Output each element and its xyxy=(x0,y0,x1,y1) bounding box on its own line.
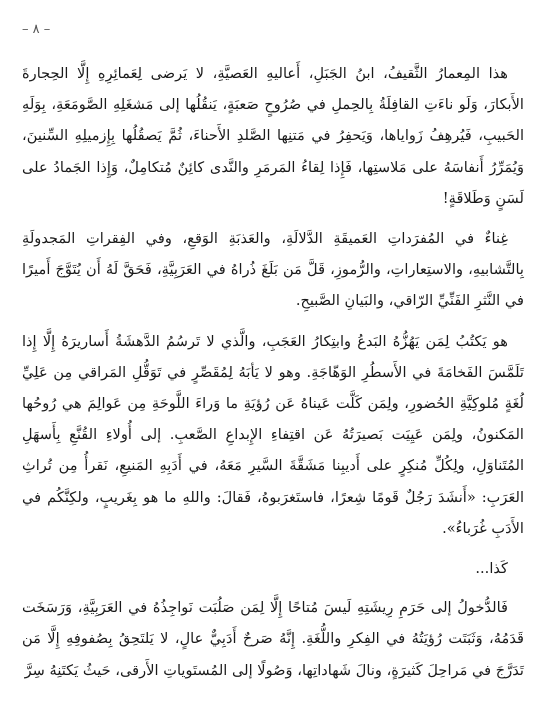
paragraph-4: كَذا... xyxy=(475,560,508,578)
page-number: – ٨ – xyxy=(22,22,51,37)
paragraph-1: هذا المِعمارُ الثَّقيفُ، ابنُ الجَبَلِ، أَعاليهِ العَصيَّةِ، لا يَرضى لِعَمائِرِهِ إِلَّا الحِجارةَ الأَبكارَ، وَلَو ناءَتِ القافِلَةُ بِالحِملِ في صُرُوحٍ صَعبَةٍ، يَنقُلُها إلى مَشغَلِهِ الصَّومَعَةِ، بِوَلَهِ الحَبيبِ، فَيُرهِفُ زَواياها، وَيَحفِرُ في مَتنِها الصَّلدِ الأَحناءَ، ثُمَّ يَصقُلُها بِإِزميلِهِ السِّنينَ، وَيُمَرِّرُ أَنفاسَهُ على مَلاستِها، فَإِذا لِقاءُ المَرمَرِ والنَّدى كائِنٌ مُتكامِلٌ، وَإِذا الجَمادُ على لَسَنٍ وَطَلاقَةٍ! xyxy=(22,65,524,207)
paragraph-2: غِناءٌ في المُفرَداتِ العَميقَةِ الدَّلالَةِ، والعَذبَةِ الوَقعِ، وفي الفِقراتِ المَجدولَةِ بِالتَّشابيهِ، والاستِعاراتِ، والرُّموزِ، قَلَّ مَن بَلَغَ ذُراهُ في العَرَبِيَّةِ، فَحَقَّ لَهُ أَن يُتَوَّجَ أَميرًا في النَّثرِ الفَنِّيِّ الرّاقي، والبَيانِ الصَّبيحِ. xyxy=(22,230,524,310)
body-text xyxy=(22,58,524,695)
paragraph-3: هو يَكتُبُ لِمَن يَهُزُّهُ البَدعُ وابتِكارُ العَجَبِ، والَّذي لا تَرسُمُ الدَّهشَةُ أَساريرَهُ إِلَّا إِذا تَلَمَّسَ الفَخامَةَ في الأَسطُرِ الوَهّاجَةِ. وهو لا يَأبَهُ لِمُقَصِّرٍ في تَوَقُّلِ المَراقي مِن عَلِيِّ لُغَةٍ مُلوكِيَّةِ الحُضورِ، ولِمَن كَلَّت عَيناهُ عَن رُؤيَةِ ما وَراءَ اللَّوحَةِ مِن عَوالِمَ هي رُوحُها المَكنونُ، ولِمَن عَيِيَت بَصيرَتُهُ عَن اقتِفاءِ الإِبداعِ الصَّعبِ. إلى أُولاءِ القُنَّعِ بِأَسهَلِ المُتَناوَلِ، ولِكُلِّ مُنكِرٍ على أَديبِنا مَشَقَّةَ السَّيرِ مَعَهُ، في أَدَبِهِ المَنيعِ، نَقرأُ مِن تُراثِ العَرَبِ: «أَنشَدَ رَجُلٌ قَومًا شِعرًا، فاستَغرَبوهُ، فَقالَ: واللهِ ما هو بِغَريبٍ، ولكِنَّكُم في الأَدَبِ غُرَباءُ». xyxy=(22,332,524,537)
paragraph-5: فَالدُّخولُ إلى حَرَمِ رِيشَتِهِ لَيسَ مُتاحًا إِلَّا لِمَن صَلُبَت نَواجِذُهُ في العَرَبِيَّةِ، وَرَسَخَت قَدَمُهُ، وَثَبَتَت رُؤيَتُهُ في الفِكرِ واللُّغَةِ. إِنَّهُ صَرحٌ أَدَبِيٌّ عالٍ، لا يَلتَحِقُ بِصُفوفِهِ إِلَّا مَن تَدَرَّجَ في مَراحِلَ كَثيرَةٍ، ونالَ شَهاداتِها، وَصُولًا إلى المُستَوياتِ الأَرقى، حَيثُ يَكتَنِهُ سِرَّ xyxy=(22,599,524,679)
